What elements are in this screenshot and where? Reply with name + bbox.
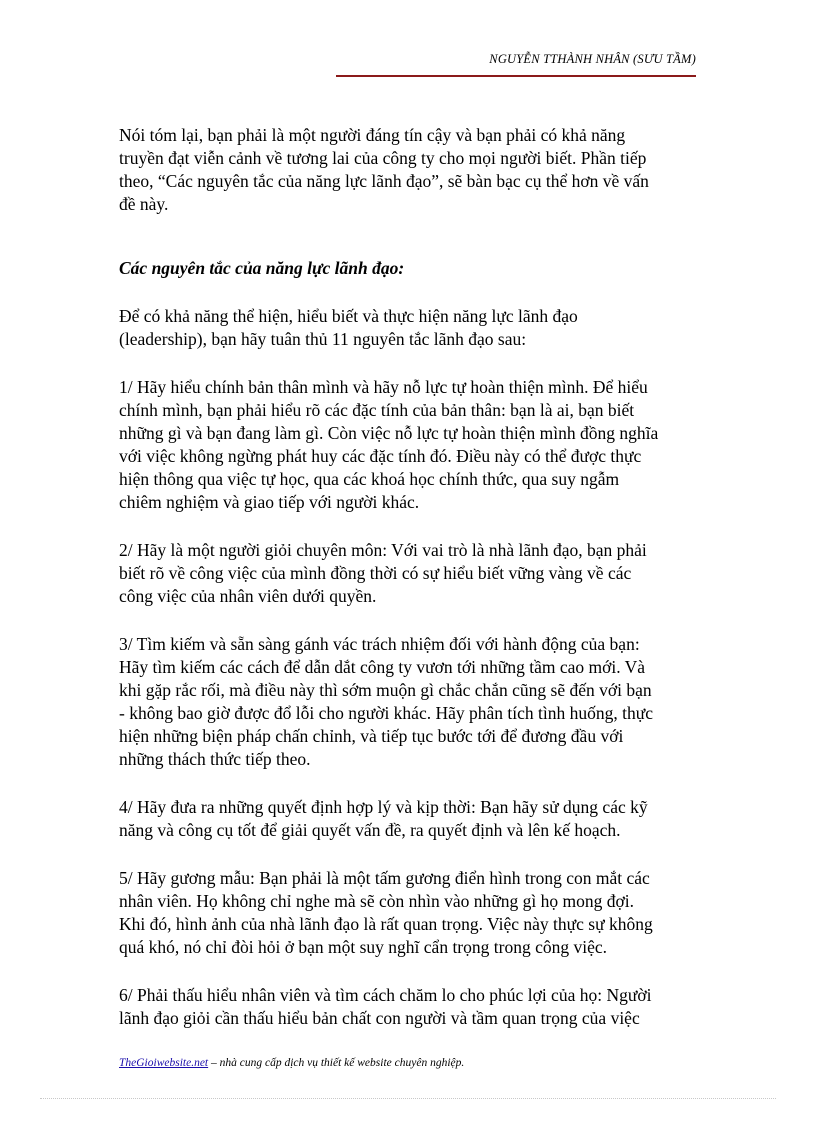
paragraph-spacer [119,608,701,633]
text-line: hiện thông qua việc tự học, qua các khoá học chính thức, qua suy ngẫm [119,469,620,489]
text-line: theo, “Các nguyên tắc của năng lực lãnh đạo”, sẽ bàn bạc cụ thể hơn về vấn [119,171,649,191]
text-line: công việc của nhân viên dưới quyền. [119,586,377,606]
text-line: quá khó, nó chỉ đòi hỏi ở bạn một suy nghĩ cẩn trọng trong công việc. [119,937,607,957]
principle-3 [119,633,701,771]
page-bottom-divider [40,1098,776,1099]
text-line: chính mình, bạn phải hiểu rõ các đặc tính của bản thân: bạn là ai, bạn biết [119,400,635,420]
intro-paragraph [119,124,701,216]
text-line: Khi đó, hình ảnh của nhà lãnh đạo là rất quan trọng. Việc này thực sự không [119,914,653,934]
header-rule [336,75,696,77]
principle-1 [119,376,701,514]
principle-4 [119,796,701,842]
principle-2 [119,539,701,608]
paragraph-spacer [119,842,701,867]
text-line: (leadership), bạn hãy tuân thủ 11 nguyên tắc lãnh đạo sau: [119,329,527,349]
paragraph-spacer [119,959,701,984]
text-line: - không bao giờ được đổ lỗi cho người khác. Hãy phân tích tình huống, thực [119,703,653,723]
text-line: khi gặp rắc rối, mà điều này thì sớm muộn gì chắc chắn cũng sẽ đến với bạn [119,680,652,700]
footer-tagline: – nhà cung cấp dịch vụ thiết kế website chuyên nghiệp. [208,1057,465,1069]
text-line: 4/ Hãy đưa ra những quyết định hợp lý và kịp thời: Bạn hãy sử dụng các kỹ [119,797,648,817]
paragraph-spacer [119,351,701,376]
text-line: 3/ Tìm kiếm và sẵn sàng gánh vác trách nhiệm đối với hành động của bạn: [119,634,640,654]
text-line: biết rõ về công việc của mình đồng thời có sự hiểu biết vững vàng về các [119,563,632,583]
document-body [119,124,701,1030]
paragraph-spacer [119,514,701,539]
text-line: 6/ Phải thấu hiểu nhân viên và tìm cách chăm lo cho phúc lợi của họ: Người [119,985,652,1005]
footer-website-link[interactable]: TheGioiwebsite.net [119,1057,209,1069]
text-line: chiêm nghiệm và giao tiếp với người khác. [119,492,420,512]
text-line: Hãy tìm kiếm các cách để dẫn dắt công ty vươn tới những tầm cao mới. Và [119,657,646,677]
principle-5 [119,867,701,959]
principle-6 [119,984,701,1030]
paragraph-spacer [119,280,701,305]
lead-paragraph [119,305,701,351]
text-line: 2/ Hãy là một người giỏi chuyên môn: Với vai trò là nhà lãnh đạo, bạn phải [119,540,647,560]
text-line: lãnh đạo giỏi cần thấu hiểu bản chất con người và tầm quan trọng của việc [119,1008,640,1028]
text-line: truyền đạt viễn cảnh về tương lai của công ty cho mọi người biết. Phần tiếp [119,148,647,168]
page-header [0,0,816,80]
section-heading: Các nguyên tắc của năng lực lãnh đạo: [119,258,405,278]
text-line: năng và công cụ tốt để giải quyết vấn đề, ra quyết định và lên kế hoạch. [119,820,621,840]
paragraph-spacer [119,771,701,796]
text-line: nhân viên. Họ không chỉ nghe mà sẽ còn nhìn vào những gì họ mong đợi. [119,891,634,911]
text-line: Để có khả năng thể hiện, hiểu biết và thực hiện năng lực lãnh đạo [119,306,578,326]
text-line: hiện những biện pháp chấn chỉnh, và tiếp tục bước tới để đương đầu với [119,726,624,746]
text-line: với việc không ngừng phát huy các đặc tính đó. Điều này có thể được thực [119,446,642,466]
text-line: Nói tóm lại, bạn phải là một người đáng tín cậy và bạn phải có khả năng [119,125,626,145]
text-line: những thách thức tiếp theo. [119,749,311,769]
page-footer [119,1057,464,1069]
text-line: những gì và bạn đang làm gì. Còn việc nỗ lực tự hoàn thiện mình đồng nghĩa [119,423,659,443]
text-line: 5/ Hãy gương mẫu: Bạn phải là một tấm gương điển hình trong con mắt các [119,868,650,888]
header-author: NGUYỄN TTHÀNH NHÂN (SƯU TẦM) [489,52,696,66]
text-line: đề này. [119,194,169,214]
paragraph-spacer [119,216,701,257]
text-line: 1/ Hãy hiểu chính bản thân mình và hãy nỗ lực tự hoàn thiện mình. Để hiểu [119,377,648,397]
